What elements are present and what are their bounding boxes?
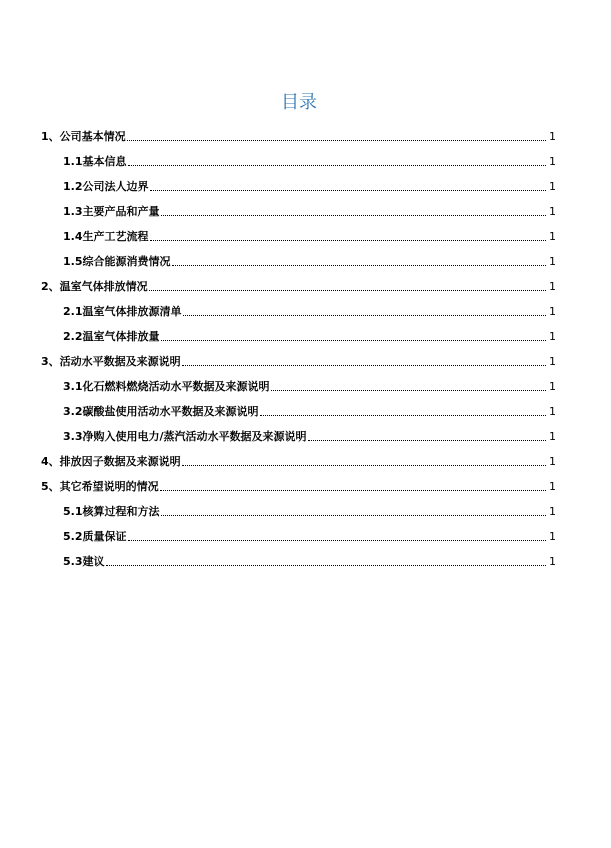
- toc-page-number: 1: [549, 330, 556, 343]
- toc-entry-text: 2、温室气体排放情况: [41, 280, 148, 293]
- toc-page-number: 1: [549, 480, 556, 493]
- toc-page-number: 1: [549, 205, 556, 218]
- toc-page-number: 1: [549, 405, 556, 418]
- toc-page-number: 1: [549, 255, 556, 268]
- toc-leader: [161, 215, 547, 216]
- toc-page-number: 1: [549, 305, 556, 318]
- toc-entry-5-1[interactable]: [41, 496, 556, 521]
- toc-page-number: 1: [549, 555, 556, 568]
- toc-leader: [161, 340, 547, 341]
- toc-entry-5-2[interactable]: [41, 521, 556, 546]
- toc-leader: [172, 265, 547, 266]
- toc-leader: [161, 515, 547, 516]
- toc-entry-text: 2.1温室气体排放源清单: [63, 305, 182, 318]
- toc-leader: [182, 365, 546, 366]
- toc-entry-1-3[interactable]: [41, 196, 556, 221]
- toc-entry-text: 5、其它希望说明的情况: [41, 480, 159, 493]
- toc-entry-text: 5.1核算过程和方法: [63, 505, 160, 518]
- toc-entry-1-4[interactable]: [41, 221, 556, 246]
- toc-entry-5[interactable]: [41, 471, 556, 496]
- toc-entry-text: 3、活动水平数据及来源说明: [41, 355, 181, 368]
- toc-entry-text: 1.2公司法人边界: [63, 180, 149, 193]
- toc-entry-text: 3.3净购入使用电力/蒸汽活动水平数据及来源说明: [63, 430, 307, 443]
- toc-page-number: 1: [549, 130, 556, 143]
- toc-entry-text: 5.3建议: [63, 555, 105, 568]
- toc-leader: [271, 390, 547, 391]
- toc-title: 目录: [281, 92, 317, 113]
- toc-page-number: 1: [549, 505, 556, 518]
- toc-entry-text: 3.1化石燃料燃烧活动水平数据及来源说明: [63, 380, 270, 393]
- toc-leader: [127, 140, 546, 141]
- toc-entry-text: 4、排放因子数据及来源说明: [41, 455, 181, 468]
- toc-page-number: 1: [549, 280, 556, 293]
- toc-leader: [182, 465, 546, 466]
- toc-leader: [106, 565, 547, 566]
- toc-leader: [128, 165, 547, 166]
- toc-entry-2[interactable]: [41, 271, 556, 296]
- toc-entry-1-2[interactable]: [41, 171, 556, 196]
- toc-entry-3-1[interactable]: [41, 371, 556, 396]
- toc-entry-3-2[interactable]: [41, 396, 556, 421]
- toc-leader: [308, 440, 546, 441]
- toc-page-number: 1: [549, 455, 556, 468]
- toc-leader: [183, 315, 547, 316]
- toc-entry-1[interactable]: [41, 121, 556, 146]
- toc-entry-text: 5.2质量保证: [63, 530, 127, 543]
- toc-entry-3-3[interactable]: [41, 421, 556, 446]
- toc-entry-text: 2.2温室气体排放量: [63, 330, 160, 343]
- toc-entry-5-3[interactable]: [41, 546, 556, 571]
- toc-page-number: 1: [549, 530, 556, 543]
- toc-page-number: 1: [549, 380, 556, 393]
- toc-list: [41, 121, 556, 571]
- toc-leader: [150, 190, 547, 191]
- toc-entry-3[interactable]: [41, 346, 556, 371]
- toc-entry-1-5[interactable]: [41, 246, 556, 271]
- toc-leader: [150, 240, 547, 241]
- toc-entry-4[interactable]: [41, 446, 556, 471]
- toc-entry-text: 1、公司基本情况: [41, 130, 126, 143]
- toc-page-number: 1: [549, 155, 556, 168]
- toc-page-number: 1: [549, 355, 556, 368]
- toc-leader: [149, 290, 546, 291]
- toc-entry-2-2[interactable]: [41, 321, 556, 346]
- toc-leader: [160, 490, 546, 491]
- toc-page-number: 1: [549, 230, 556, 243]
- toc-page-number: 1: [549, 180, 556, 193]
- toc-entry-text: 1.5综合能源消费情况: [63, 255, 171, 268]
- toc-entry-text: 1.4生产工艺流程: [63, 230, 149, 243]
- toc-entry-text: 1.3主要产品和产量: [63, 205, 160, 218]
- toc-entry-2-1[interactable]: [41, 296, 556, 321]
- toc-entry-text: 1.1基本信息: [63, 155, 127, 168]
- toc-entry-text: 3.2碳酸盐使用活动水平数据及来源说明: [63, 405, 259, 418]
- toc-leader: [260, 415, 547, 416]
- toc-page-number: 1: [549, 430, 556, 443]
- toc-leader: [128, 540, 547, 541]
- toc-entry-1-1[interactable]: [41, 146, 556, 171]
